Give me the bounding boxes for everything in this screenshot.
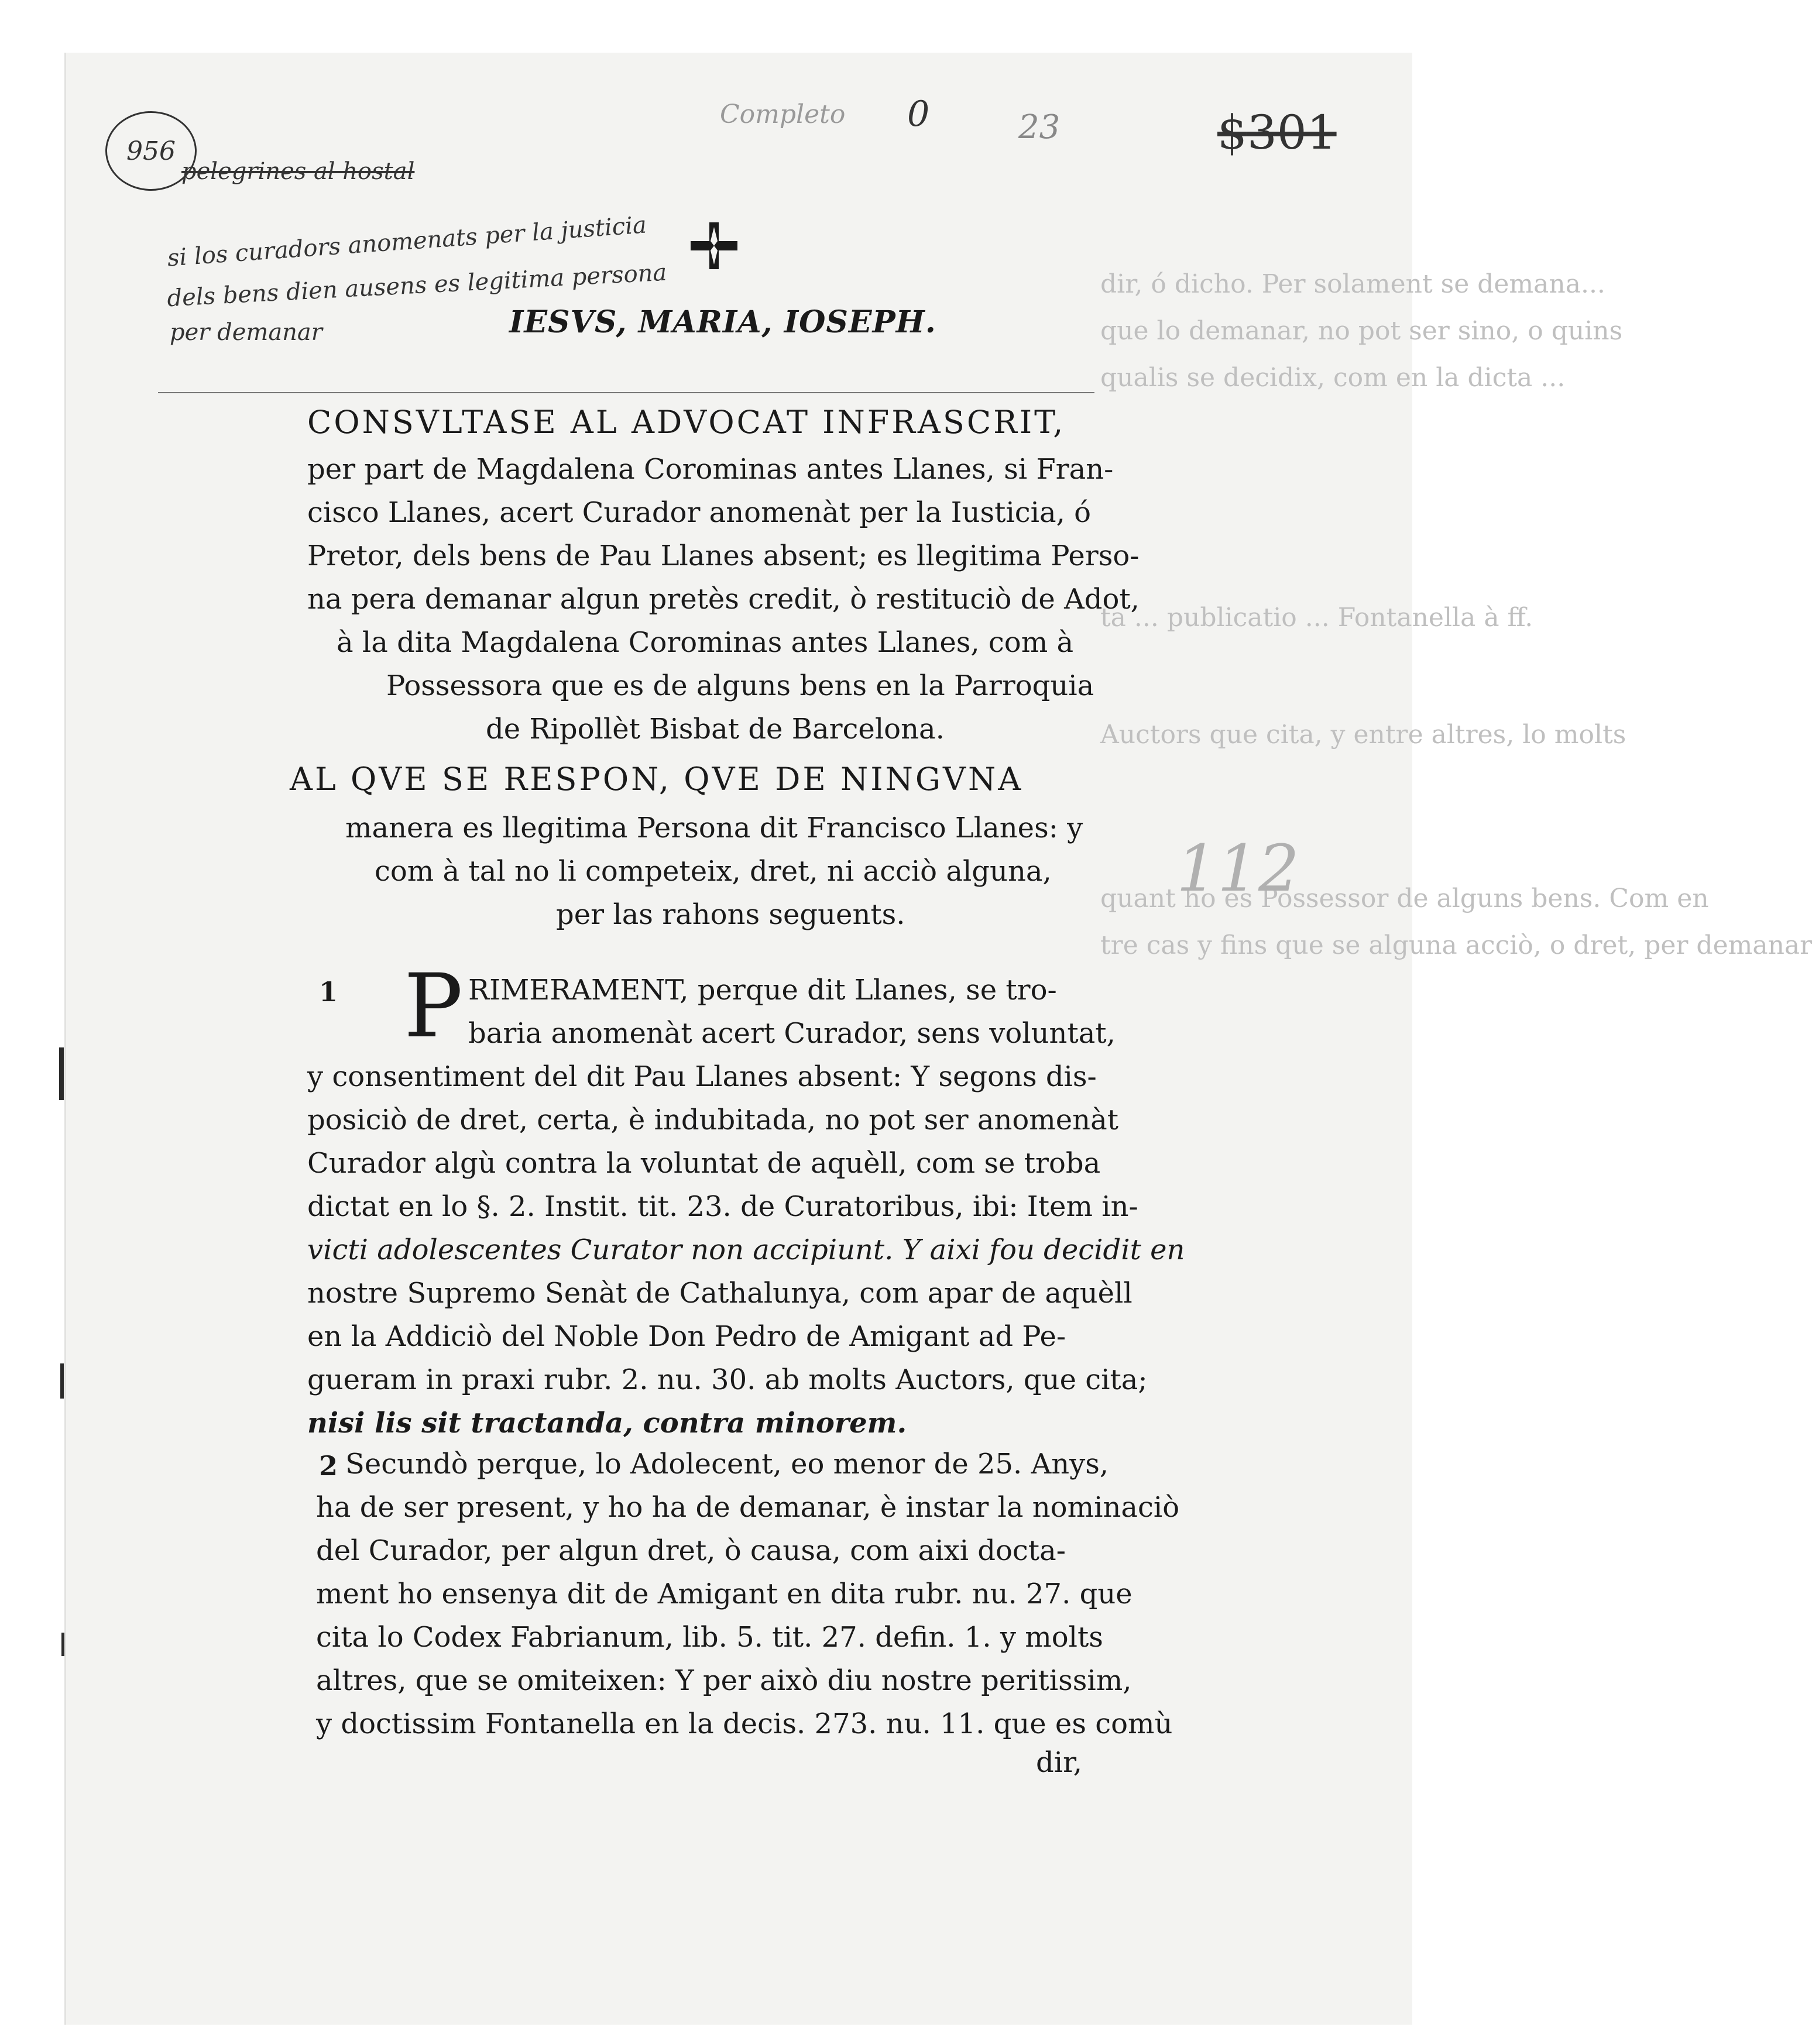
resposta-line: com à tal no li competeix, dret, ni acciò alguna,: [375, 855, 1052, 888]
drop-cap: P: [404, 956, 463, 1057]
resposta-line: per las rahons seguents.: [556, 898, 905, 931]
section2-line: ment ho ensenya dit de Amigant en dita rubr. nu. 27. que: [316, 1578, 1132, 1610]
section1-line: en la Addiciò del Noble Don Pedro de Amigant ad Pe-: [307, 1320, 1066, 1353]
section-number: 1: [319, 976, 338, 1008]
section2-line: ha de ser present, y ho ha de demanar, è instar la nominaciò: [316, 1491, 1180, 1524]
header-note: Completo: [720, 99, 846, 129]
folio-number: $301: [1217, 105, 1337, 160]
top-number: 23: [1018, 108, 1061, 146]
section2-line: y doctissim Fontanella en la decis. 273. nu. 11. que es comù: [316, 1708, 1173, 1740]
section2-line: cita lo Codex Fabrianum, lib. 5. tit. 27. defin. 1. y molts: [316, 1621, 1103, 1654]
section1-line: gueram in praxi rubr. 2. nu. 30. ab molts Auctors, que cita;: [307, 1363, 1148, 1396]
consulta-line: na pera demanar algun pretès credit, ò restituciò de Adot,: [307, 583, 1140, 616]
bleed-through-line: quant ho es Possessor de alguns bens. Com en: [1100, 884, 1709, 913]
cross-icon: [691, 222, 737, 269]
consulta-heading: CONSVLTASE AL ADVOCAT INFRASCRIT,: [307, 404, 1066, 441]
section1-line: y consentiment del dit Pau Llanes absent: Y segons dis-: [307, 1060, 1097, 1093]
crossed-note: pelegrines al hostal: [181, 158, 415, 185]
bleed-through-line: ta ... publicatio ... Fontanella à ff.: [1100, 603, 1533, 633]
folio-value: 301: [1247, 105, 1337, 160]
section1-line: RIMERAMENT, perque dit Llanes, se tro-: [468, 974, 1057, 1006]
bleed-through-line: Auctors que cita, y entre altres, lo molts: [1100, 720, 1626, 750]
left-edge-mark: [59, 1047, 64, 1100]
consulta-line: Pretor, dels bens de Pau Llanes absent; es llegitima Perso-: [307, 540, 1140, 572]
left-edge-mark: [60, 1363, 64, 1399]
side-ink-mark: 112: [1176, 831, 1299, 906]
section1-line: baria anomenàt acert Curador, sens voluntat,: [468, 1017, 1116, 1050]
section1-line: dictat en lo §. 2. Instit. tit. 23. de Curatoribus, ibi: Item in-: [307, 1190, 1138, 1223]
bleed-through-line: qualis se decidix, com en la dicta ...: [1100, 363, 1566, 393]
circled-number: 956: [105, 111, 197, 191]
section2-line: altres, que se omiteixen: Y per això diu nostre peritissim,: [316, 1664, 1132, 1697]
catchword: dir,: [1036, 1746, 1083, 1779]
margin-note-line: dels bens dien ausens es legitima persona: [166, 259, 668, 312]
section1-line: nisi lis sit tractanda, contra minorem.: [307, 1407, 907, 1440]
section1-line: victi adolescentes Curator non accipiunt. Y aixi fou decidit en: [307, 1234, 1185, 1266]
divider: [158, 392, 1094, 393]
consulta-line: per part de Magdalena Corominas antes Llanes, si Fran-: [307, 453, 1114, 486]
top-zero: 0: [907, 94, 930, 135]
left-edge-mark: [61, 1633, 64, 1656]
resposta-heading: AL QVE SE RESPON, QVE DE NINGVNA: [290, 761, 1024, 798]
margin-note-line: si los curadors anomenats per la justicia: [166, 211, 648, 272]
section2-line: del Curador, per algun dret, ò causa, com aixi docta-: [316, 1534, 1066, 1567]
section-number: 2: [319, 1450, 338, 1482]
section1-line: nostre Supremo Senàt de Cathalunya, com apar de aquèll: [307, 1277, 1132, 1310]
consulta-line: Possessora que es de alguns bens en la Parroquia: [386, 669, 1094, 702]
resposta-line: manera es llegitima Persona dit Francisco Llanes: y: [345, 812, 1083, 844]
consulta-line: cisco Llanes, acert Curador anomenàt per la Iusticia, ó: [307, 496, 1092, 529]
invocation: IESVS, MARIA, IOSEPH.: [509, 304, 936, 340]
consulta-line: de Ripollèt Bisbat de Barcelona.: [486, 713, 945, 746]
consulta-line: à la dita Magdalena Corominas antes Llanes, com à: [337, 626, 1074, 659]
margin-note-line: per demanar: [170, 319, 322, 346]
bleed-through-line: que lo demanar, no pot ser sino, o quins: [1100, 316, 1623, 346]
section2-line: Secundò perque, lo Adolecent, eo menor de 25. Anys,: [345, 1448, 1109, 1480]
section1-line: posiciò de dret, certa, è indubitada, no pot ser anomenàt: [307, 1104, 1118, 1136]
bleed-through-line: dir, ó dicho. Per solament se demana...: [1100, 269, 1605, 299]
section1-line: Curador algù contra la voluntat de aquèll, com se troba: [307, 1147, 1101, 1180]
bleed-through-line: tre cas y fins que se alguna acciò, o dret, per demanar: [1100, 930, 1812, 960]
